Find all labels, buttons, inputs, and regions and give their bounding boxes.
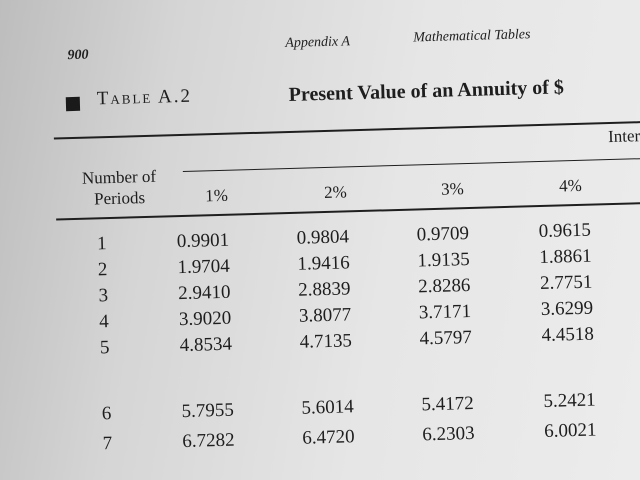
table-cell: 0.9804 bbox=[296, 226, 350, 249]
spanner-rule bbox=[183, 158, 640, 172]
page-number: 900 bbox=[67, 47, 89, 64]
column-header: 3% bbox=[440, 179, 465, 199]
table-cell: 0.9709 bbox=[416, 223, 470, 246]
row-period: 1 bbox=[96, 233, 107, 255]
table-marker-square bbox=[66, 97, 80, 111]
table-cell: 6.4720 bbox=[302, 426, 355, 449]
table-title: Present Value of an Annuity of $ bbox=[288, 76, 565, 106]
table-cell: 3.7171 bbox=[418, 300, 472, 324]
table-cell: 1.9135 bbox=[417, 248, 470, 272]
table-cell: 4.4518 bbox=[541, 323, 595, 347]
row-period: 3 bbox=[98, 285, 109, 307]
table-cell: 1.9704 bbox=[177, 255, 231, 279]
row-period: 7 bbox=[102, 433, 113, 455]
table-cell: 4.5797 bbox=[419, 326, 473, 350]
table-cell: 2.9410 bbox=[177, 281, 231, 305]
table-cell: 2.7751 bbox=[539, 271, 593, 295]
table-cell: 5.6014 bbox=[301, 396, 355, 419]
table-cell: 1.8861 bbox=[539, 245, 592, 269]
table-cell: 6.0021 bbox=[543, 419, 597, 442]
table-cell: 4.8534 bbox=[179, 333, 233, 357]
table-cell: 5.2421 bbox=[543, 389, 596, 412]
running-header-appendix: Appendix A bbox=[285, 34, 351, 52]
running-header-section: Mathematical Tables bbox=[413, 27, 531, 46]
top-rule bbox=[54, 120, 640, 139]
column-header: 1% bbox=[204, 185, 229, 206]
table-cell: 3.9020 bbox=[178, 307, 232, 331]
table-cell: 3.8077 bbox=[298, 304, 352, 327]
periods-header-line1: Number of bbox=[81, 166, 157, 188]
table-cell: 2.8286 bbox=[417, 274, 471, 298]
column-header: 2% bbox=[323, 182, 348, 203]
column-header: 4% bbox=[558, 175, 582, 196]
table-cell: 0.9615 bbox=[538, 219, 592, 243]
periods-column-header bbox=[63, 165, 176, 210]
table-cell: 3.6299 bbox=[540, 297, 594, 321]
table-cell: 5.7955 bbox=[181, 399, 235, 423]
interest-rate-header: Inter bbox=[607, 126, 640, 147]
row-period: 6 bbox=[101, 403, 112, 425]
table-label: Table A.2 bbox=[96, 85, 193, 110]
table-cell: 6.2303 bbox=[422, 422, 475, 446]
table-cell: 0.9901 bbox=[176, 229, 230, 253]
table-cell: 4.7135 bbox=[299, 330, 353, 353]
table-cell: 5.4172 bbox=[421, 392, 474, 416]
row-period: 5 bbox=[99, 337, 110, 359]
periods-header-line2: Periods bbox=[93, 188, 146, 209]
table-cell: 6.7282 bbox=[182, 429, 235, 453]
table-cell: 1.9416 bbox=[297, 252, 351, 275]
row-period: 4 bbox=[98, 311, 110, 333]
row-period: 2 bbox=[97, 259, 108, 281]
table-cell: 2.8839 bbox=[297, 278, 351, 301]
